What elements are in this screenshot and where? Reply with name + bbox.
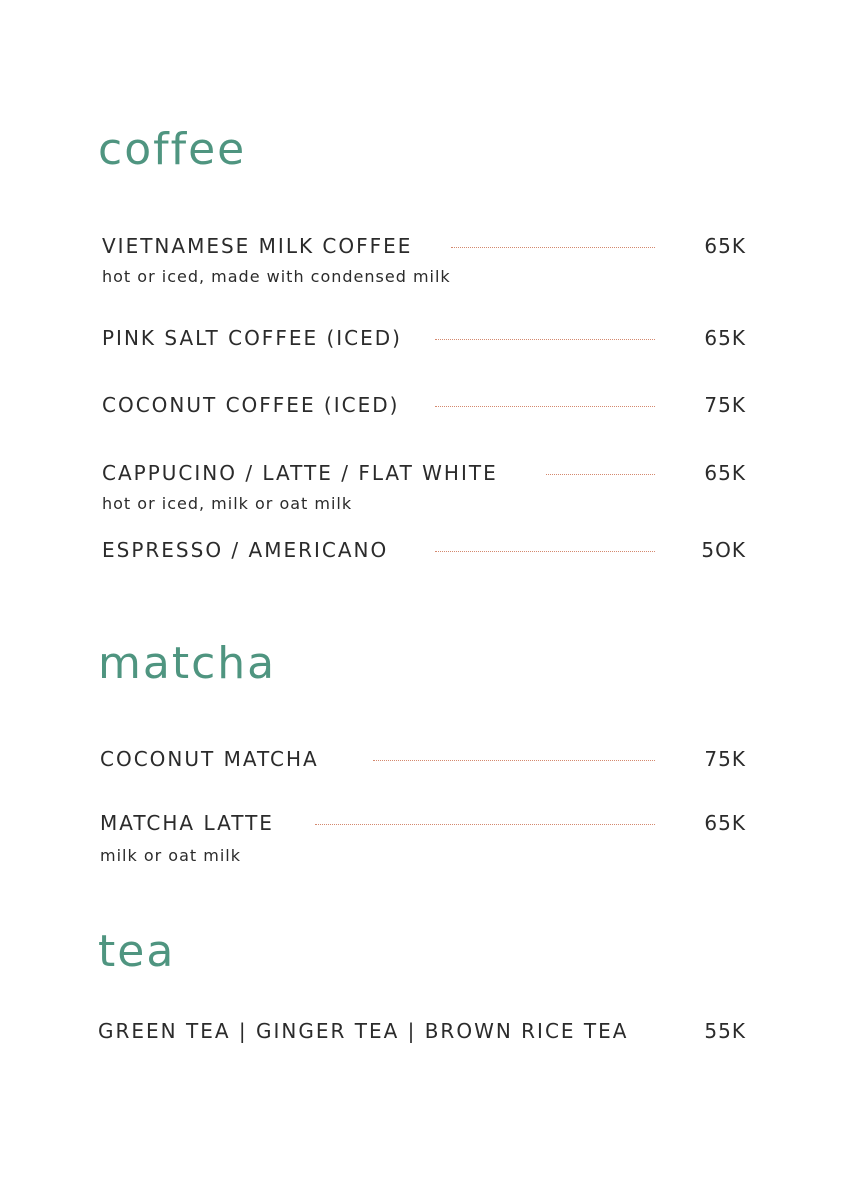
- item-price: 65K: [704, 461, 746, 485]
- item-name: COCONUT MATCHA: [100, 747, 319, 771]
- item-name: CAPPUCINO / LATTE / FLAT WHITE: [102, 461, 498, 485]
- item-name: MATCHA LATTE: [100, 811, 274, 835]
- leader-dots: [373, 760, 655, 761]
- section-title-tea: tea: [98, 926, 176, 977]
- item-price: 75K: [704, 747, 746, 771]
- leader-dots: [451, 247, 655, 248]
- item-name: GREEN TEA | GINGER TEA | BROWN RICE TEA: [98, 1019, 629, 1043]
- item-description: hot or iced, milk or oat milk: [102, 494, 353, 513]
- section-title-matcha: matcha: [98, 638, 277, 689]
- leader-dots: [435, 406, 655, 407]
- item-name: COCONUT COFFEE (ICED): [102, 393, 400, 417]
- menu-item-vietnamese-milk-coffee: [0, 231, 848, 261]
- leader-dots: [435, 339, 655, 340]
- leader-dots: [546, 474, 655, 475]
- menu-item-teas: [0, 1016, 848, 1046]
- item-price: 55K: [704, 1019, 746, 1043]
- menu-item-coconut-coffee: [0, 390, 848, 420]
- menu-item-espresso-americano: [0, 535, 848, 565]
- leader-dots: [435, 551, 655, 552]
- section-title-coffee: coffee: [98, 124, 247, 175]
- item-description: hot or iced, made with condensed milk: [102, 267, 451, 286]
- item-price: 65K: [704, 234, 746, 258]
- menu-item-pink-salt-coffee: [0, 323, 848, 353]
- menu-item-cappucino-latte-flat-white: [0, 458, 848, 488]
- menu-item-matcha-latte: [0, 808, 848, 838]
- item-name: ESPRESSO / AMERICANO: [102, 538, 389, 562]
- item-price: 65K: [704, 326, 746, 350]
- item-price: 5OK: [701, 538, 746, 562]
- item-price: 65K: [704, 811, 746, 835]
- item-name: VIETNAMESE MILK COFFEE: [102, 234, 413, 258]
- item-description: milk or oat milk: [100, 846, 241, 865]
- item-name: PINK SALT COFFEE (ICED): [102, 326, 402, 350]
- menu-item-coconut-matcha: [0, 744, 848, 774]
- item-price: 75K: [704, 393, 746, 417]
- leader-dots: [315, 824, 655, 825]
